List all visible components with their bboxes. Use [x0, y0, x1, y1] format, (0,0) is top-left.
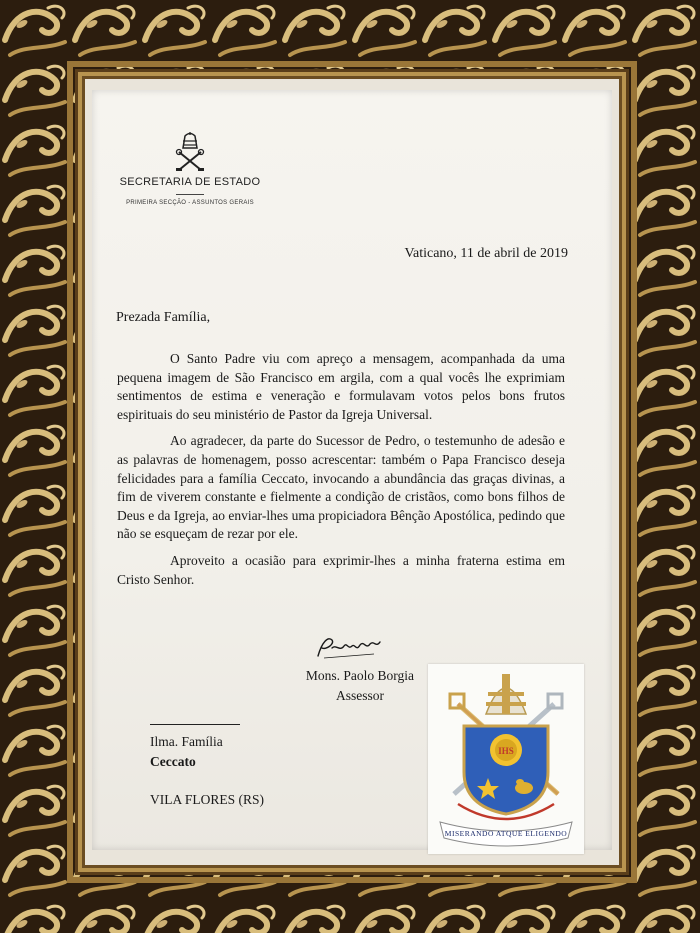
- signer-role: Assessor: [335, 688, 384, 703]
- coat-of-arms-monogram: IHS: [498, 746, 514, 756]
- letter-paragraph: Ao agradecer, da parte do Sucessor de Pedro, o testemunho de adesão e as palavras de homenagem, posso acrescentar: também o Papa Francisco deseja felicidades para a família Ceccato, invocando a abundância das graças divinas, a fim de viverem constante e fielmente a condição de cristãos, como bons filhos de Deus e da Igreja, ao enviar-lhes uma propiciadora Bênção Apostólica, pedindo que não se esqueçam de rezar por ele.: [117, 433, 565, 542]
- letterhead-title: SECRETARIA DE ESTADO: [119, 176, 261, 188]
- letterhead: [110, 132, 270, 206]
- letterhead-divider: [176, 194, 204, 195]
- address-divider: [150, 724, 240, 725]
- letterhead-subtitle: PRIMEIRA SECÇÃO - ASSUNTOS GERAIS: [126, 200, 254, 206]
- coat-of-arms-motto: MISERANDO ATQUE ELIGENDO: [444, 829, 568, 838]
- recipient-line-2: Ceccato: [150, 754, 196, 769]
- recipient-line-1: Ilma. Família: [150, 734, 223, 749]
- signer-name: Mons. Paolo Borgia: [305, 668, 415, 683]
- papal-coat-of-arms-icon: [428, 664, 584, 854]
- papal-keys-tiara-emblem-icon: [173, 132, 207, 174]
- letter-date: Vaticano, 11 de abril de 2019: [404, 246, 568, 261]
- letter-paper: [92, 90, 612, 850]
- handwritten-signature: [314, 632, 384, 662]
- letter-salutation: Prezada Família,: [116, 310, 211, 325]
- recipient-line-3: VILA FLORES (RS): [150, 792, 265, 807]
- coat-of-arms-card: [428, 664, 584, 854]
- letter-body: [117, 350, 565, 597]
- letter-paragraph: O Santo Padre viu com apreço a mensagem, acompanhada da uma pequena imagem de São Francisco em argila, com a qual vocês lhe exprimiam sentimentos de estima e veneração e formulavam votos pelos bons frutos espirituais do seu ministério de Pastor da Igreja Universal.: [117, 351, 565, 422]
- letter-paragraph: Aproveito a ocasião para exprimir-lhes a minha fraterna estima em Cristo Senhor.: [117, 552, 565, 587]
